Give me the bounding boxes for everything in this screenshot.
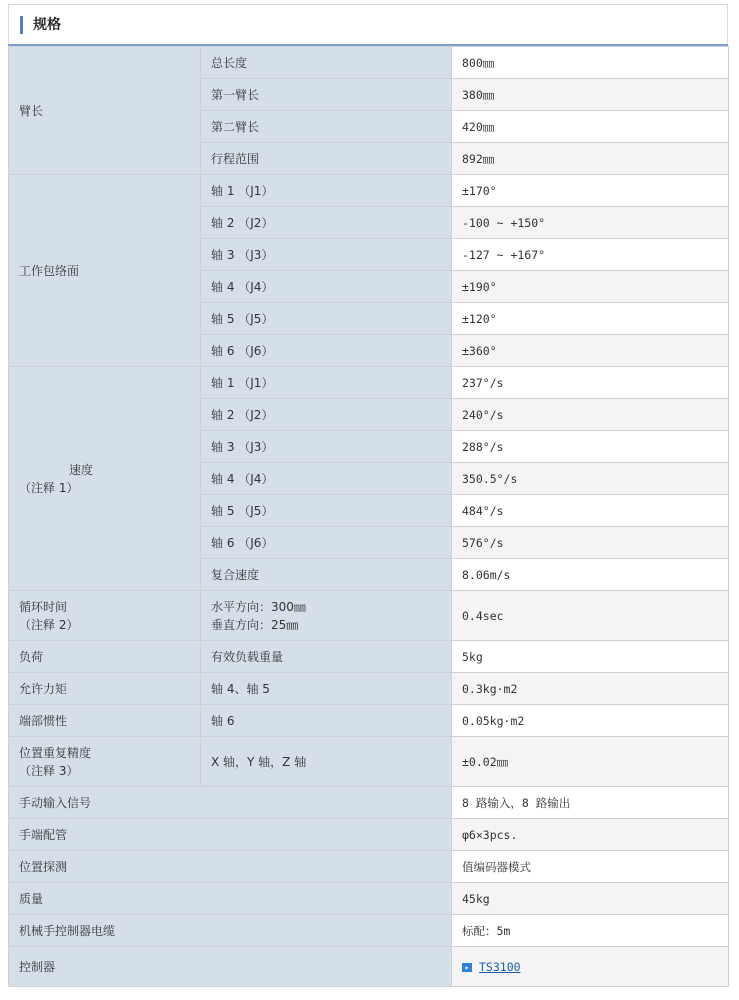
repeatability-sub: X 轴，Y 轴，Z 轴 bbox=[201, 737, 452, 787]
row-value: ±120° bbox=[452, 303, 729, 335]
controller-label: 控制器 bbox=[9, 947, 452, 987]
row-value: ±360° bbox=[452, 335, 729, 367]
speed-note: （注释 1） bbox=[19, 480, 79, 495]
table-row bbox=[9, 737, 729, 787]
repeatability-label: 位置重复精度 bbox=[19, 745, 92, 760]
spec-header bbox=[8, 4, 728, 44]
controller-link[interactable]: TS3100 bbox=[479, 959, 521, 974]
page-title: 规格 bbox=[33, 17, 61, 33]
row-name: 轴 1 （J1） bbox=[201, 175, 452, 207]
row-value: 值编码器模式 bbox=[452, 851, 729, 883]
row-value: 420㎜ bbox=[452, 111, 729, 143]
row-value: 484°/s bbox=[452, 495, 729, 527]
table-row bbox=[9, 851, 729, 883]
table-row bbox=[9, 367, 729, 399]
row-value: 380㎜ bbox=[452, 79, 729, 111]
row-value: 892㎜ bbox=[452, 143, 729, 175]
cycle-time-value: 0.4sec bbox=[452, 591, 729, 641]
header-accent-bar bbox=[20, 16, 23, 34]
row-label: 位置探测 bbox=[9, 851, 452, 883]
row-value: 576°/s bbox=[452, 527, 729, 559]
cycle-time-note: （注释 2） bbox=[19, 617, 79, 632]
row-value: ±170° bbox=[452, 175, 729, 207]
table-row bbox=[9, 673, 729, 705]
table-row bbox=[9, 915, 729, 947]
table-row bbox=[9, 947, 729, 987]
row-value: 8 路输入，8 路输出 bbox=[452, 787, 729, 819]
row-value: -100 ~ +150° bbox=[452, 207, 729, 239]
speed-label-cell bbox=[9, 367, 201, 591]
row-name: 第二臂长 bbox=[201, 111, 452, 143]
row-name: 复合速度 bbox=[201, 559, 452, 591]
repeatability-value: ±0.02㎜ bbox=[452, 737, 729, 787]
load-sub: 有效负载重量 bbox=[201, 641, 452, 673]
row-label: 质量 bbox=[9, 883, 452, 915]
row-value: ±190° bbox=[452, 271, 729, 303]
cycle-time-conditions bbox=[201, 591, 452, 641]
row-value: -127 ~ +167° bbox=[452, 239, 729, 271]
spec-panel bbox=[8, 4, 728, 987]
table-row bbox=[9, 175, 729, 207]
arm-length-label: 臂长 bbox=[9, 47, 201, 175]
controller-value-cell bbox=[452, 947, 729, 987]
row-name: 轴 2 （J2） bbox=[201, 207, 452, 239]
row-name: 行程范围 bbox=[201, 143, 452, 175]
row-value: 标配：5m bbox=[452, 915, 729, 947]
spec-table bbox=[8, 46, 729, 987]
row-name: 轴 1 （J1） bbox=[201, 367, 452, 399]
row-value: 350.5°/s bbox=[452, 463, 729, 495]
repeatability-note: （注释 3） bbox=[19, 763, 79, 778]
speed-label: 速度 bbox=[69, 462, 94, 477]
row-name: 总长度 bbox=[201, 47, 452, 79]
row-value: 237°/s bbox=[452, 367, 729, 399]
moment-sub: 轴 4、轴 5 bbox=[201, 673, 452, 705]
repeatability-label-cell bbox=[9, 737, 201, 787]
inertia-sub: 轴 6 bbox=[201, 705, 452, 737]
moment-value: 0.3kg·m2 bbox=[452, 673, 729, 705]
row-value: 800㎜ bbox=[452, 47, 729, 79]
row-name: 轴 6 （J6） bbox=[201, 335, 452, 367]
row-value: 240°/s bbox=[452, 399, 729, 431]
row-value: 288°/s bbox=[452, 431, 729, 463]
work-envelope-label: 工作包络面 bbox=[9, 175, 201, 367]
row-name: 轴 4 （J4） bbox=[201, 463, 452, 495]
cycle-time-label-cell bbox=[9, 591, 201, 641]
moment-label: 允许力矩 bbox=[9, 673, 201, 705]
inertia-value: 0.05kg·m2 bbox=[452, 705, 729, 737]
arrow-right-icon: ▸ bbox=[462, 963, 472, 972]
row-name: 轴 3 （J3） bbox=[201, 431, 452, 463]
inertia-label: 端部惯性 bbox=[9, 705, 201, 737]
row-name: 轴 5 （J5） bbox=[201, 495, 452, 527]
table-row bbox=[9, 641, 729, 673]
cycle-time-label: 循环时间 bbox=[19, 599, 68, 614]
table-row bbox=[9, 787, 729, 819]
row-name: 第一臂长 bbox=[201, 79, 452, 111]
row-value: 45kg bbox=[452, 883, 729, 915]
row-name: 轴 6 （J6） bbox=[201, 527, 452, 559]
cycle-time-horizontal: 水平方向：300㎜ bbox=[211, 599, 306, 614]
table-row bbox=[9, 705, 729, 737]
cycle-time-vertical: 垂直方向：25㎜ bbox=[211, 617, 299, 632]
row-label: 手端配管 bbox=[9, 819, 452, 851]
row-name: 轴 4 （J4） bbox=[201, 271, 452, 303]
row-label: 机械手控制器电缆 bbox=[9, 915, 452, 947]
row-name: 轴 3 （J3） bbox=[201, 239, 452, 271]
row-value: φ6×3pcs. bbox=[452, 819, 729, 851]
row-name: 轴 2 （J2） bbox=[201, 399, 452, 431]
load-value: 5kg bbox=[452, 641, 729, 673]
row-label: 手动输入信号 bbox=[9, 787, 452, 819]
row-name: 轴 5 （J5） bbox=[201, 303, 452, 335]
row-value: 8.06m/s bbox=[452, 559, 729, 591]
table-row bbox=[9, 47, 729, 79]
table-row bbox=[9, 819, 729, 851]
table-row bbox=[9, 591, 729, 641]
table-row bbox=[9, 883, 729, 915]
load-label: 负荷 bbox=[9, 641, 201, 673]
